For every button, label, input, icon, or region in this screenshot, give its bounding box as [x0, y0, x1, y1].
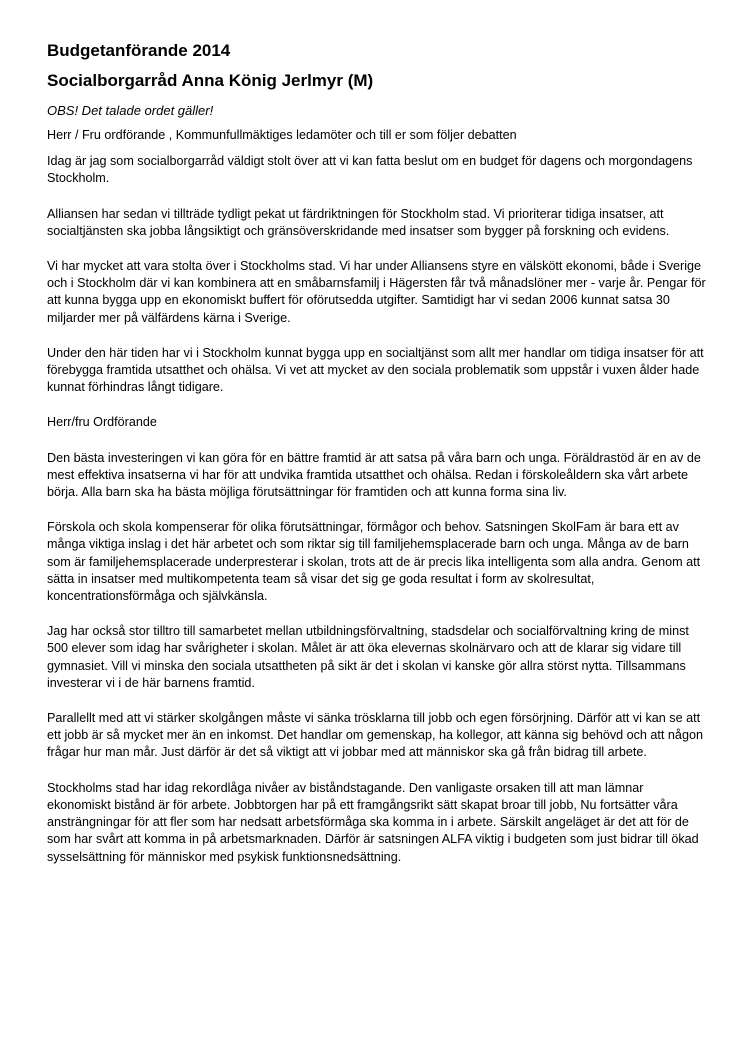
paragraph-skolfam: Förskola och skola kompenserar för olika förutsättningar, förmågor och behov. Satsningen SkolFam är bara ett av många viktiga inslag i det här arbetet och som riktar sig till familjehemsplacerade barn och unga. Många av de barn som är familjehemsplacerade underpresterar i skolan, trots att de är precis lika intelligenta som alla andra. Genom att sätta in insatser med multikompetenta team så visar det sig ge goda resultat i form av skolresultat, koncentrationsförmåga och självkänsla. [47, 520, 701, 604]
paragraph-chair-address: Herr/fru Ordförande [47, 415, 157, 430]
greeting-paragraph: Herr / Fru ordförande , Kommunfullmäktiges ledamöter och till er som följer debatten [47, 128, 517, 142]
paragraph-children: Den bästa investeringen vi kan göra för en bättre framtid är att satsa på våra barn och unga. Föräldrastöd är en av de mest effektiva insatserna vi har för att undvika framtida utsatthet och ohälsa. Redan i förskoleåldern ska vårt arbete börja. Alla barn ska ha bästa möjliga förutsättningar för framtiden och att kunna forma sina liv. [47, 450, 701, 500]
paragraph-economy: Vi har mycket att vara stolta över i Stockholms stad. Vi har under Alliansens styre en välskött ekonomi, både i Sverige och i Stockholm där vi kan kombinera att en småbarnsfamilj i Hägersten får två månadslöner mer - varje år. Pengar för att kunna bygga upp en ekonomiskt buffert för oförutsedda utgifter. Samtidigt har vi sedan 2006 kunnat satsa 30 miljarder mer på välfärdens kärna i Sverige. [47, 259, 706, 325]
paragraph-intro: Idag är jag som socialborgarråd väldigt stolt över att vi kan fatta beslut om en budget för dagens och morgondagens Stockholm. [47, 154, 693, 186]
paragraph-school-cooperation: Jag har också stor tilltro till samarbetet mellan utbildningsförvaltning, stadsdelar och socialförvaltning kring de minst 500 elever som idag har svårigheter i skolan. Målet är att öka elevernas skolnärvaro och att de klarar sig vidare till gymnasiet. Vill vi minska den sociala utsattheten på sikt är det i skolan vi kanske gör allra störst nytta. Tillsammans investerar vi i de här barnens framtid. [47, 624, 689, 690]
document-title: Budgetanförande 2014 [47, 41, 231, 60]
paragraph-social-services: Under den här tiden har vi i Stockholm kunnat bygga upp en socialtjänst som allt mer handlar om tidiga insatser för att förebygga framtida utsatthet och ohälsa. Vi vet att mycket av den sociala problematik som uppstår i vuxen ålder hade kunnat förhindras långt tidigare. [47, 345, 704, 395]
paragraph-jobs: Parallellt med att vi stärker skolgången måste vi sänka trösklarna till jobb och egen försörjning. Därför att vi kan se att ett jobb är så mycket mer än en inkomst. Det handlar om gemenskap, ha kollegor, att känna sig behövd och att någon frågar hur man mår. Just därför är det så viktigt att vi jobbar med att människor ska gå från bidrag till arbete. [47, 711, 703, 760]
paragraph-alliance: Alliansen har sedan vi tillträde tydligt pekat ut färdriktningen för Stockholm stad. Vi prioriterar tidiga insatser, att socialtjänsten ska jobba långsiktigt och gränsöverskridande med insatser som bygger på forskning och evidens. [47, 206, 670, 238]
paragraph-welfare-levels: Stockholms stad har idag rekordlåga nivåer av biståndstagande. Den vanligaste orsaken till att man lämnar ekonomiskt bistånd är för arbete. Jobbtorgen har på ett framgångsrikt sätt skapat broar till jobb, Nu fortsätter våra ansträngningar för att fler som har nedsatt arbetsförmåga ska komma in i arbete. Särskilt angeläget är det att för de som har svårt att komma in på arbetsmarknaden. Därför är satsningen ALFA viktig i budgeten som just bidrar till ökad sysselsättning för människor med psykisk funktionsnedsättning. [47, 780, 699, 864]
document-page [47, 40, 707, 884]
document-subtitle: Socialborgarråd Anna König Jerlmyr (M) [47, 71, 374, 90]
spoken-word-note: OBS! Det talade ordet gäller! [47, 103, 214, 118]
